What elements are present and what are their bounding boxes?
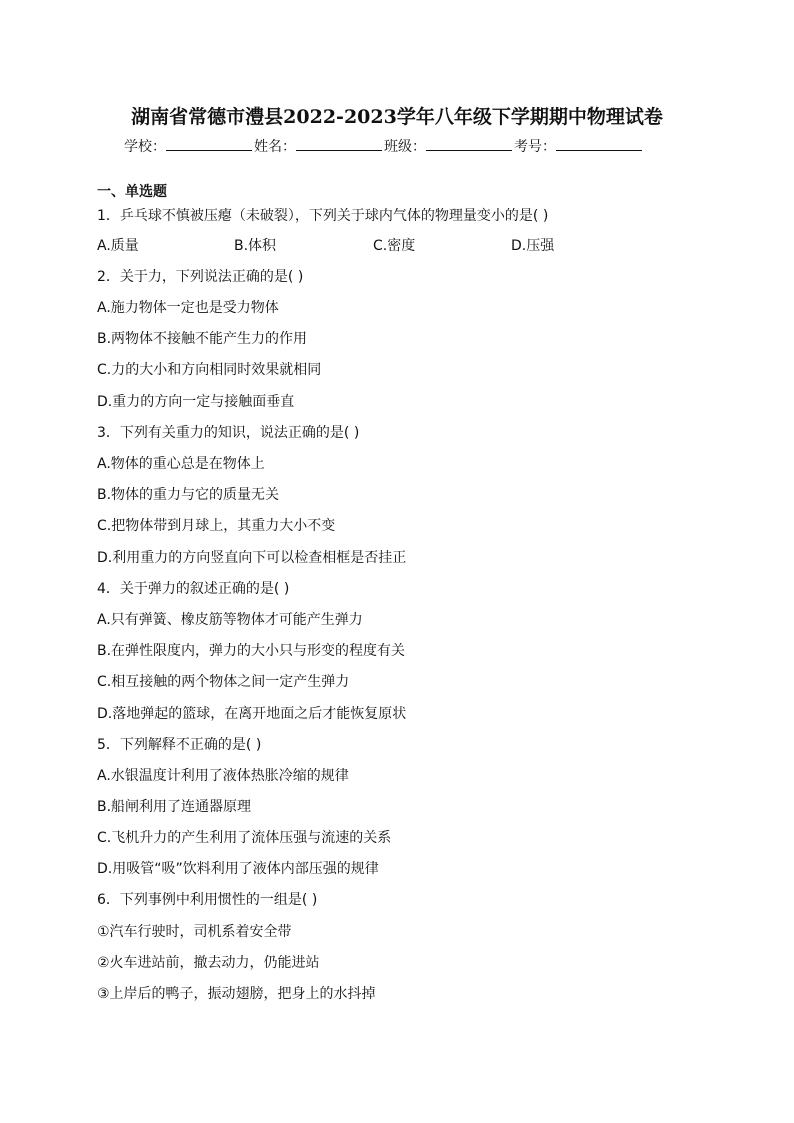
q4-option-a: A.只有弹簧、橡皮筋等物体才可能产生弹力 bbox=[97, 612, 363, 628]
q5-option-c: C.飞机升力的产生利用了流体压强与流速的关系 bbox=[97, 830, 392, 846]
q4-stem: 4．关于弹力的叙述正确的是( ) bbox=[97, 581, 290, 597]
q3-option-a: A.物体的重心总是在物体上 bbox=[97, 456, 265, 472]
q2-option-b: B.两物体不接触不能产生力的作用 bbox=[97, 331, 308, 347]
q5-option-d: D.用吸管“吸”饮料利用了液体内部压强的规律 bbox=[97, 861, 379, 877]
q5-stem: 5．下列解释不正确的是( ) bbox=[97, 737, 262, 753]
name-label: 姓名： bbox=[254, 139, 296, 155]
number-blank bbox=[556, 138, 642, 151]
q1-option-b: B.体积 bbox=[234, 238, 277, 254]
class-blank bbox=[426, 138, 512, 151]
q3-stem: 3．下列有关重力的知识，说法正确的是( ) bbox=[97, 425, 360, 441]
q1-option-c: C.密度 bbox=[373, 238, 416, 254]
q2-option-d: D.重力的方向一定与接触面垂直 bbox=[97, 394, 295, 410]
q6-stem: 6．下列事例中利用惯性的一组是( ) bbox=[97, 892, 318, 908]
q3-option-b: B.物体的重力与它的质量无关 bbox=[97, 487, 280, 503]
school-blank bbox=[166, 138, 252, 151]
q6-item-2: ②火车进站前，撤去动力，仍能进站 bbox=[97, 955, 320, 971]
q5-option-b: B.船闸利用了连通器原理 bbox=[97, 799, 252, 815]
q3-option-c: C.把物体带到月球上，其重力大小不变 bbox=[97, 518, 336, 534]
student-info-row bbox=[124, 136, 644, 156]
q2-stem: 2．关于力，下列说法正确的是( ) bbox=[97, 269, 304, 285]
q4-option-c: C.相互接触的两个物体之间一定产生弹力 bbox=[97, 674, 350, 690]
q4-option-b: B.在弹性限度内，弹力的大小只与形变的程度有关 bbox=[97, 643, 406, 659]
q5-option-a: A.水银温度计利用了液体热胀冷缩的规律 bbox=[97, 768, 349, 784]
q1-option-d: D.压强 bbox=[511, 238, 555, 254]
school-label: 学校： bbox=[124, 139, 166, 155]
q6-item-3: ③上岸后的鸭子，振动翅膀，把身上的水抖掉 bbox=[97, 986, 376, 1002]
q2-option-a: A.施力物体一定也是受力物体 bbox=[97, 300, 279, 316]
q4-option-d: D.落地弹起的篮球，在离开地面之后才能恢复原状 bbox=[97, 706, 407, 722]
q1-stem: 1．乒乓球不慎被压瘪（未破裂），下列关于球内气体的物理量变小的是( ) bbox=[97, 208, 549, 224]
q1-options bbox=[97, 235, 697, 255]
exam-title: 湖南省常德市澧县2022-2023学年八年级下学期期中物理试卷 bbox=[131, 106, 663, 128]
class-label: 班级： bbox=[384, 139, 426, 155]
q6-item-1: ①汽车行驶时，司机系着安全带 bbox=[97, 924, 292, 940]
q3-option-d: D.利用重力的方向竖直向下可以检查相框是否挂正 bbox=[97, 550, 407, 566]
q1-option-a: A.质量 bbox=[97, 238, 139, 254]
name-blank bbox=[296, 138, 382, 151]
section-heading: 一、单选题 bbox=[97, 184, 167, 200]
number-label: 考号： bbox=[514, 139, 556, 155]
q2-option-c: C.力的大小和方向相同时效果就相同 bbox=[97, 362, 322, 378]
